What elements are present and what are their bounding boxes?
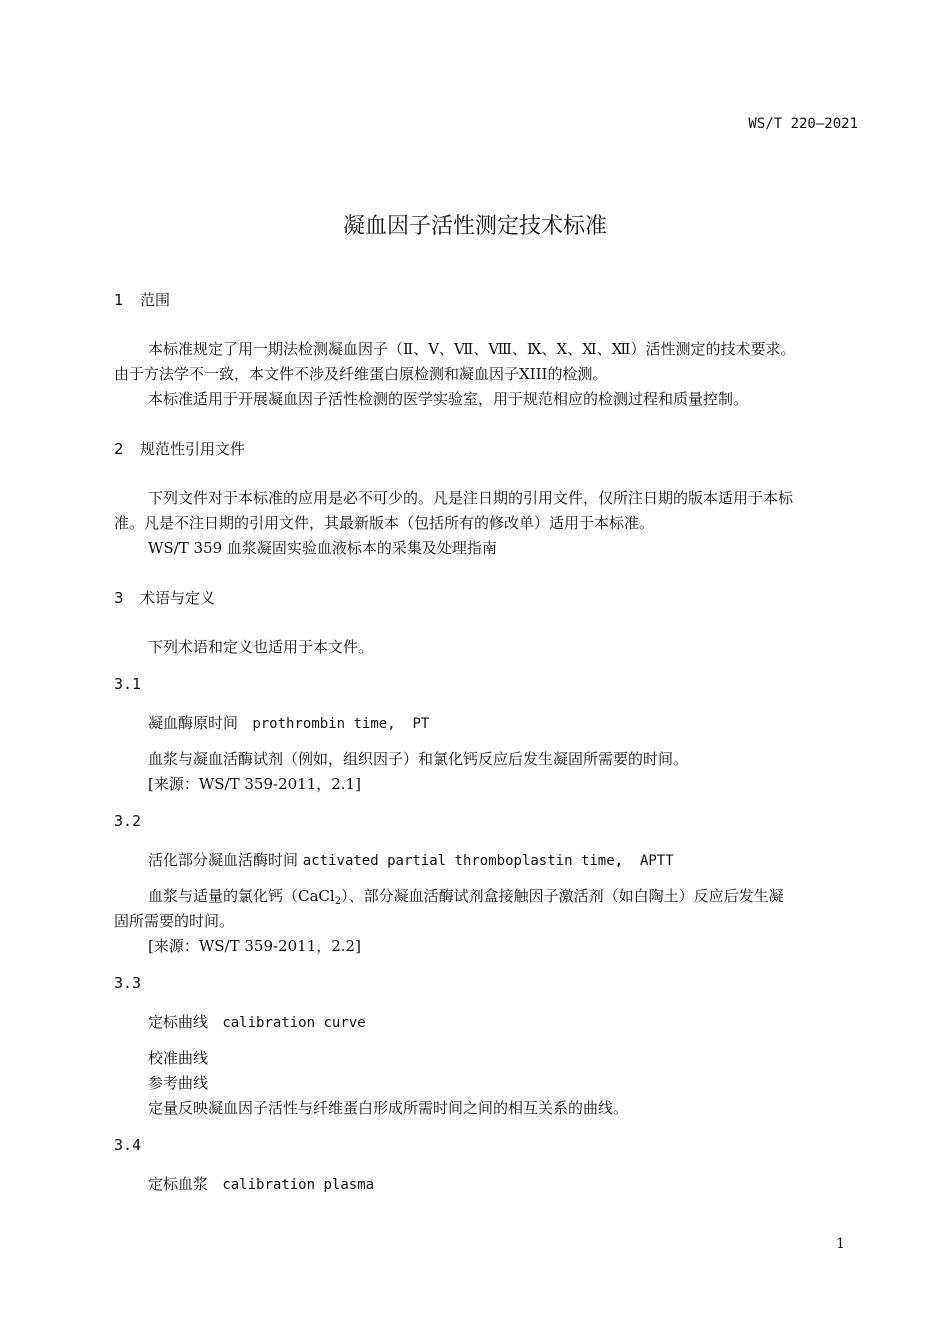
term-zh: 凝血酶原时间 <box>148 714 239 732</box>
scope-paragraph-1-line-2: 由于方法学不一致，本文件不涉及纤维蛋白原检测和凝血因子XIII的检测。 <box>114 365 608 383</box>
scope-paragraph-2: 本标准适用于开展凝血因子活性检测的医学实验室，用于规范相应的检测过程和质量控制。 <box>148 390 749 408</box>
reference-item: WS/T 359 血浆凝固实验血液标本的采集及处理指南 <box>148 539 497 557</box>
section-number: 1 <box>114 291 124 309</box>
page-title: 凝血因子活性测定技术标准 <box>342 214 607 239</box>
term-entry-calibration-plasma <box>148 1173 374 1194</box>
terms-intro: 下列术语和定义也适用于本文件。 <box>148 638 374 656</box>
section-number: 3 <box>114 589 124 607</box>
section-heading-terms <box>114 587 215 608</box>
term-number: 3.3 <box>114 974 142 992</box>
term-entry-prothrombin-time <box>148 712 429 733</box>
term-alternative-1: 校准曲线 <box>148 1049 209 1067</box>
term-definition: 定量反映凝血因子活性与纤维蛋白形成所需时间之间的相互关系的曲线。 <box>148 1099 629 1117</box>
section-heading-normative-references <box>114 438 245 459</box>
term-en: calibration plasma <box>222 1177 375 1193</box>
term-definition: 血浆与凝血活酶试剂（例如，组织因子）和氯化钙反应后发生凝固所需要的时间。 <box>148 750 689 768</box>
term-zh: 定标曲线 <box>148 1013 209 1031</box>
term-definition-line-1 <box>148 885 784 907</box>
scope-paragraph-1-line-1: 本标准规定了用一期法检测凝血因子（Ⅱ、Ⅴ、Ⅶ、Ⅷ、Ⅸ、Ⅹ、Ⅺ、Ⅻ）活性测定的技术要求。 <box>148 340 796 358</box>
term-number: 3.2 <box>114 812 142 830</box>
references-paragraph-line-1: 下列文件对于本标准的应用是必不可少的。凡是注日期的引用文件，仅所注日期的版本适用于本标 <box>148 489 794 507</box>
section-heading-scope <box>114 289 170 310</box>
term-source: [来源：WS/T 359-2011，2.2] <box>148 937 361 955</box>
term-en: calibration curve <box>222 1015 366 1031</box>
term-alternative-2: 参考曲线 <box>148 1074 209 1092</box>
definition-text: 血浆与适量的氯化钙（CaCl <box>148 887 335 905</box>
term-en: activated partial thromboplastin time, APTT <box>302 853 674 869</box>
term-entry-calibration-curve <box>148 1011 366 1032</box>
references-paragraph-line-2: 准。凡是不注日期的引用文件，其最新版本（包括所有的修改单）适用于本标准。 <box>114 514 655 532</box>
section-title: 范围 <box>140 291 171 309</box>
section-number: 2 <box>114 440 124 458</box>
term-number: 3.4 <box>114 1136 142 1154</box>
term-zh: 定标血浆 <box>148 1175 209 1193</box>
page-number: 1 <box>836 1236 845 1252</box>
subscript: 2 <box>334 896 342 907</box>
term-number: 3.1 <box>114 675 142 693</box>
section-title: 规范性引用文件 <box>140 440 246 458</box>
definition-text: ）、部分凝血活酶试剂盒接触因子激活剂（如白陶土）反应后发生凝 <box>341 887 784 905</box>
term-definition-line-2: 固所需要的时间。 <box>114 912 235 930</box>
term-entry-aptt <box>148 849 674 870</box>
term-source: [来源：WS/T 359-2011，2.1] <box>148 775 361 793</box>
term-en: prothrombin time, PT <box>252 716 430 732</box>
document-code: WS/T 220—2021 <box>748 116 858 132</box>
section-title: 术语与定义 <box>140 589 216 607</box>
term-zh: 活化部分凝血活酶时间 <box>148 851 299 869</box>
